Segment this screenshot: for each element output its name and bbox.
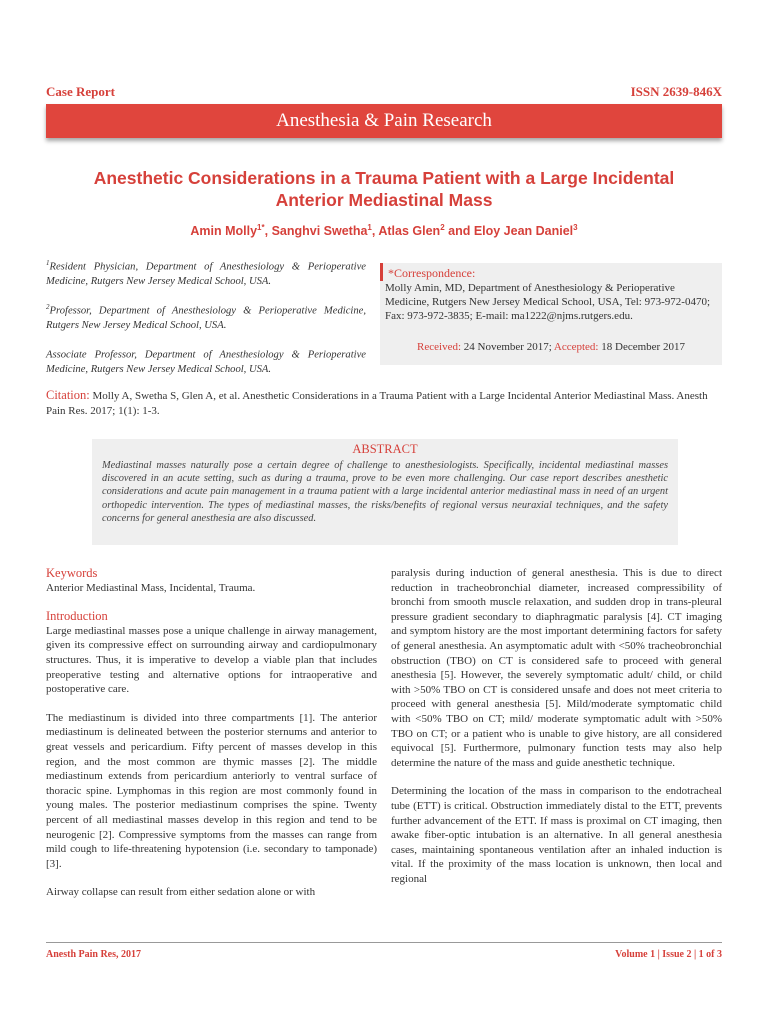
page-footer [46, 942, 722, 960]
dates-line [380, 341, 722, 353]
title-line-2: Anterior Mediastinal Mass [275, 190, 493, 210]
keywords-heading: Keywords [46, 566, 98, 580]
author-name: Eloy Jean Daniel [473, 224, 574, 239]
paragraph: paralysis during induction of general anesthesia. This is due to direct reduction in tracheobronchial diameter, increased compressibility of bronchi from smooth muscle relaxation, and sudden drop in trans-pleural pressure gradient secondary to diaphragmatic paralysis [4]. CT imaging and symptom history are the most important determining factors for safety of general anesthesia. An asymptomatic adult with <50% tracheobronchial obstruction (TBO) on CT is considered safe to proceed with general anesthesia [5]. However, the severely symptomatic adult/ child, or child with >50% TBO on CT is considered unsafe and does not meet criteria to proceed with general anesthesia [5]. Mild/moderate symptomatic child with <50% TBO on CT; mild/ moderate symptomatic adult with >50% TBO on CT; or a patient who is unable to give history, are all considered equivocal [5]. Furthermore, pulmonary function tests may also help determine the nature of the mass and guide anesthetic technique. [391, 567, 722, 769]
affiliation-text: Resident Physician, Department of Anesthesiology & Perioperative Medicine, Rutgers New Jersey Medical School, USA. [46, 261, 366, 287]
article-type: Case Report [46, 84, 115, 99]
abstract-text: Mediastinal masses naturally pose a certain degree of challenge to anesthesiologists. Specifically, incidental mediastinal masses discovered in an acute setting, such as during a trauma, prove to be even more challenging. Our case report describes anesthetic considerations and acute pain management in a trauma patient with a large incidental anterior mediastinal mass in need of an urgent orthopedic intervention. The types of mediastinal masses, the risks/benefits of regional versus neuraxial techniques, and the safety concerns for general anesthesia are also discussed. [102, 460, 668, 524]
correspondence-body: Molly Amin, MD, Department of Anesthesiology & Perioperative Medicine, Rutgers New Jersey Medical School, USA, Tel: 973-972-0470; Fax: 973-972-3835; E-mail: ma1222@njms.rutgers.edu. [385, 282, 710, 322]
author-sup: 1* [257, 223, 265, 232]
author-sup: 2 [440, 223, 445, 232]
author-name: Sanghvi Swetha [271, 224, 368, 239]
left-column [46, 566, 377, 900]
paragraph: Airway collapse can result from either sedation alone or with [46, 886, 316, 899]
abstract-heading: ABSTRACT [352, 442, 418, 456]
affiliation-text: Professor, Department of Anesthesiology & Perioperative Medicine, Rutgers New Jersey Medical School, USA. [46, 305, 366, 331]
author-separator: and [444, 224, 474, 239]
accepted-label: Accepted: [553, 341, 599, 353]
author-sup: 3 [573, 223, 578, 232]
keywords-text: Anterior Mediastinal Mass, Incidental, Trauma. [46, 581, 256, 594]
author-name: Amin Molly [190, 224, 258, 239]
correspondence-box [380, 263, 722, 365]
affiliation-text: Associate Professor, Department of Anesthesiology & Perioperative Medicine, Rutgers New Jersey Medical School, USA. [46, 349, 366, 375]
journal-banner: Anesthesia & Pain Research [46, 104, 722, 138]
received-label: Received: [417, 341, 462, 353]
footer-page: Volume 1 | Issue 2 | 1 of 3 [615, 949, 722, 960]
affiliation-sup: 1 [46, 259, 50, 267]
paragraph: Determining the location of the mass in comparison to the endotracheal tube (ETT) is critical. Obstruction immediately distal to the ETT, prevents further advancement of the ETT. If mass is proximal on CT imaging, then awake fiber-optic intubation is an alternative. In all general anesthesia cases, maintaining spontaneous ventilation after an inhaled induction is vital. If the proximity of the mass location is unknown, then local and regional [391, 785, 722, 885]
title-line-1: Anesthetic Considerations in a Trauma Patient with a Large Incidental [93, 168, 675, 188]
citation-text: Molly A, Swetha S, Glen A, et al. Anesthetic Considerations in a Trauma Patient with a Large Incidental Anterior Mediastinal Mass. Anesth Pain Res. 2017; 1(1): 1-3. [46, 390, 708, 417]
affiliation [46, 300, 366, 333]
author-separator: , [264, 224, 272, 239]
author-sup: 1 [367, 223, 372, 232]
author-list [46, 223, 722, 238]
accent-bar [380, 263, 383, 281]
received-date: 24 November 2017; [461, 341, 554, 353]
affiliation [46, 344, 366, 377]
accepted-date: 18 December 2017 [598, 341, 685, 353]
issn: ISSN 2639-846X [630, 84, 722, 99]
citation [46, 388, 722, 418]
footer-journal: Anesth Pain Res, 2017 [46, 949, 142, 960]
right-column [391, 566, 722, 886]
paragraph: Large mediastinal masses pose a unique challenge in airway management, given its compressive effect on surrounding airway and cardiopulmonary structures. Thus, it is imperative to develop a viable plan that includes preoperative testing and alternative options for intraoperative and postoperative care. [46, 624, 377, 696]
paper-title [46, 167, 722, 211]
correspondence-title: *Correspondence: [388, 266, 476, 280]
abstract-box [92, 439, 678, 545]
introduction-heading: Introduction [46, 609, 108, 624]
author-separator: , [371, 224, 379, 239]
affiliation [46, 256, 366, 289]
affiliation-sup: 2 [46, 303, 50, 311]
author-name: Atlas Glen [378, 224, 441, 239]
paragraph: The mediastinum is divided into three compartments [1]. The anterior mediastinum is delineated between the posterior sternums and anterior to great vessels and pericardium. Fifty percent of masses develop in this region, and the most common are thymic masses [2]. The middle mediastinum extends from pericardium anteriorly to ventral surface of thoracic spine. Lymphomas in this region are most commonly found in young males. The posterior mediastinum comprises the spine. Twenty percent of all mediastinal masses develop in this region and tend to be neurogenic [2]. Compressive symptoms from the masses can range from mild cough to life-threatening hypotension (i.e. secondary to tamponade) [3]. [46, 711, 377, 870]
citation-label: Citation: [46, 388, 90, 402]
